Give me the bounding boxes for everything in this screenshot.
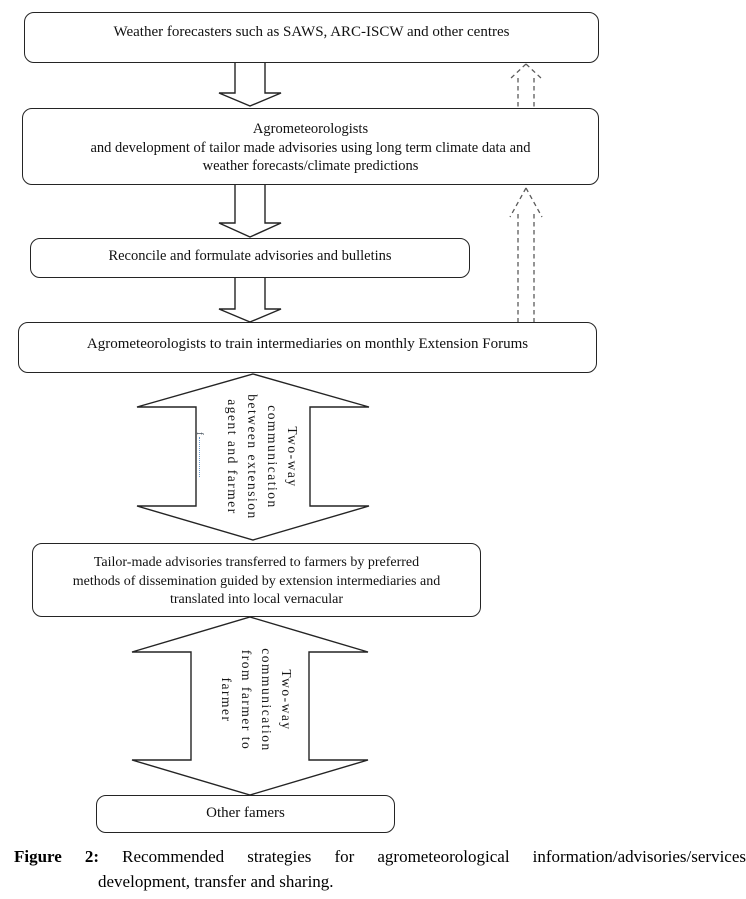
two-way-farmer-label-line2: communication: [259, 648, 274, 752]
flow-box-tailor-made-line3: translated into local vernacular: [170, 592, 343, 607]
figure-caption-line1-text: Recommended strategies for agrometeorological information/advisories/services: [122, 847, 746, 866]
stray-mark-text: f: [195, 432, 205, 435]
flow-box-other-farmers: [96, 795, 395, 833]
figure-caption-line2: development, transfer and sharing.: [98, 872, 334, 891]
two-way-extension-label-line3: between extension: [245, 394, 260, 520]
two-way-extension-label: [222, 377, 302, 537]
two-way-farmer-label-line3: from farmer to: [239, 649, 254, 751]
figure-caption: [14, 844, 746, 894]
down-arrow-3-icon: [219, 277, 281, 322]
flow-box-weather-forecasters-text: Weather forecasters such as SAWS, ARC-ISCW and other centres: [113, 24, 510, 40]
flow-box-agromet-development-line3: weather forecasts/climate predictions: [202, 158, 419, 174]
down-arrow-2-icon: [219, 184, 281, 237]
figure-caption-line1: [14, 844, 746, 869]
two-way-farmer-label-line4: farmer: [219, 677, 234, 723]
dashed-feedback-arrow-short-icon: [510, 64, 542, 107]
flow-box-train-intermediaries: [18, 322, 597, 373]
two-way-extension-label-line4: agent and farmer: [225, 399, 240, 515]
stray-mark: [193, 432, 207, 488]
flow-box-train-intermediaries-text: Agrometeorologists to train intermediaries on monthly Extension Forums: [86, 336, 529, 352]
flow-box-tailor-made-line1: Tailor-made advisories transferred to farmers by preferred: [93, 555, 420, 570]
dashed-feedback-arrow-long-icon: [510, 188, 542, 322]
two-way-farmer-label-line1: Two-way: [279, 669, 294, 731]
figure-caption-label: Figure 2:: [14, 847, 100, 866]
flow-box-tailor-made: [32, 543, 481, 617]
two-way-farmer-label: [216, 620, 296, 780]
down-arrow-1-icon: [219, 62, 281, 106]
stray-mark-dotted-line-icon: [200, 437, 201, 477]
two-way-extension-label-line1: Two-way: [285, 426, 300, 488]
flow-box-weather-forecasters: [24, 12, 599, 63]
flow-box-tailor-made-line2: methods of dissemination guided by extension intermediaries and: [72, 573, 441, 589]
flow-box-agromet-development-line2: and development of tailor made advisories using long term climate data and: [90, 139, 531, 156]
two-way-extension-label-line2: communication: [265, 405, 280, 509]
flow-box-agromet-development-line1: Agrometeorologists: [252, 121, 369, 137]
flow-box-agromet-development: [22, 108, 599, 185]
flow-box-reconcile-text: Reconcile and formulate advisories and bulletins: [108, 248, 392, 264]
flow-box-other-farmers-text: Other famers: [206, 805, 285, 821]
flow-box-reconcile: [30, 238, 470, 278]
